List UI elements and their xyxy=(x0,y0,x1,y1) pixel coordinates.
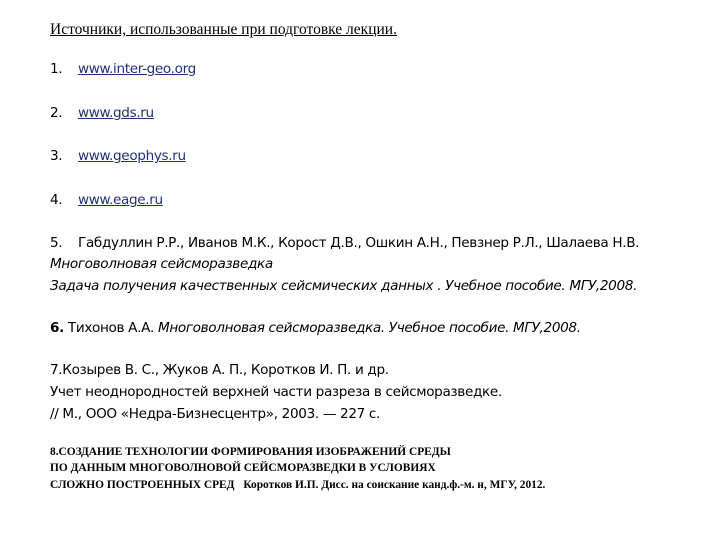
link-eage[interactable]: www.eage.ru xyxy=(78,192,163,208)
reference-5-subtitle: Задача получения качественных сейсмических данных . Учебное пособие. МГУ,2008. xyxy=(50,278,638,294)
reference-8-line-2: ПО ДАННЫМ МНОГОВОЛНОВОЙ СЕЙСМОРАЗВЕДКИ В УСЛОВИЯХ xyxy=(50,462,436,474)
reference-6-title: Многоволновая сейсморазведка. Учебное пособие. МГУ,2008. xyxy=(157,320,581,336)
reference-8-title-end: СЛОЖНО ПОСТРОЕННЫХ СРЕД xyxy=(50,479,235,491)
reference-7-authors: 7.Козырев В. С., Жуков А. П., Коротков И. П. и др. xyxy=(50,362,389,378)
reference-7-publisher: // М., ООО «Недра-Бизнесцентр», 2003. — 227 с. xyxy=(50,406,380,422)
list-number: 4. xyxy=(50,192,63,208)
page-title: Источники, использованные при подготовке лекции. xyxy=(50,21,397,38)
reference-7-title: Учет неоднородностей верхней части разреза в сейсморазведке. xyxy=(50,384,502,400)
reference-5-title: Многоволновая сейсморазведка xyxy=(50,256,273,272)
list-number: 3. xyxy=(50,148,63,164)
link-inter-geo[interactable]: www.inter-geo.org xyxy=(78,61,196,77)
link-geophys[interactable]: www.geophys.ru xyxy=(78,148,186,164)
reference-8-author-info: Коротков И.П. Дисс. на соискание канд.ф.-м. н, МГУ, 2012. xyxy=(243,479,546,491)
list-number: 5. xyxy=(50,235,63,251)
list-number: 2. xyxy=(50,105,63,121)
source-item-3 xyxy=(50,148,186,164)
reference-8-line-3 xyxy=(50,477,545,493)
reference-5-author-names: Габдуллин Р.Р., Иванов М.К., Корост Д.В., Ошкин А.Н., Певзнер Р.Л., Шалаева Н.В. xyxy=(78,235,640,251)
source-item-4 xyxy=(50,192,163,208)
list-number: 6. xyxy=(50,320,64,336)
link-gds[interactable]: www.gds.ru xyxy=(78,105,154,121)
reference-8-line-1: 8.СОЗДАНИЕ ТЕХНОЛОГИИ ФОРМИРОВАНИЯ ИЗОБРАЖЕНИЙ СРЕДЫ xyxy=(50,446,451,458)
reference-5-authors xyxy=(50,235,639,251)
source-item-1 xyxy=(50,61,196,77)
reference-6 xyxy=(50,320,581,336)
source-item-2 xyxy=(50,105,154,121)
reference-6-author: Тихонов А.А. xyxy=(67,320,154,336)
list-number: 1. xyxy=(50,61,63,77)
